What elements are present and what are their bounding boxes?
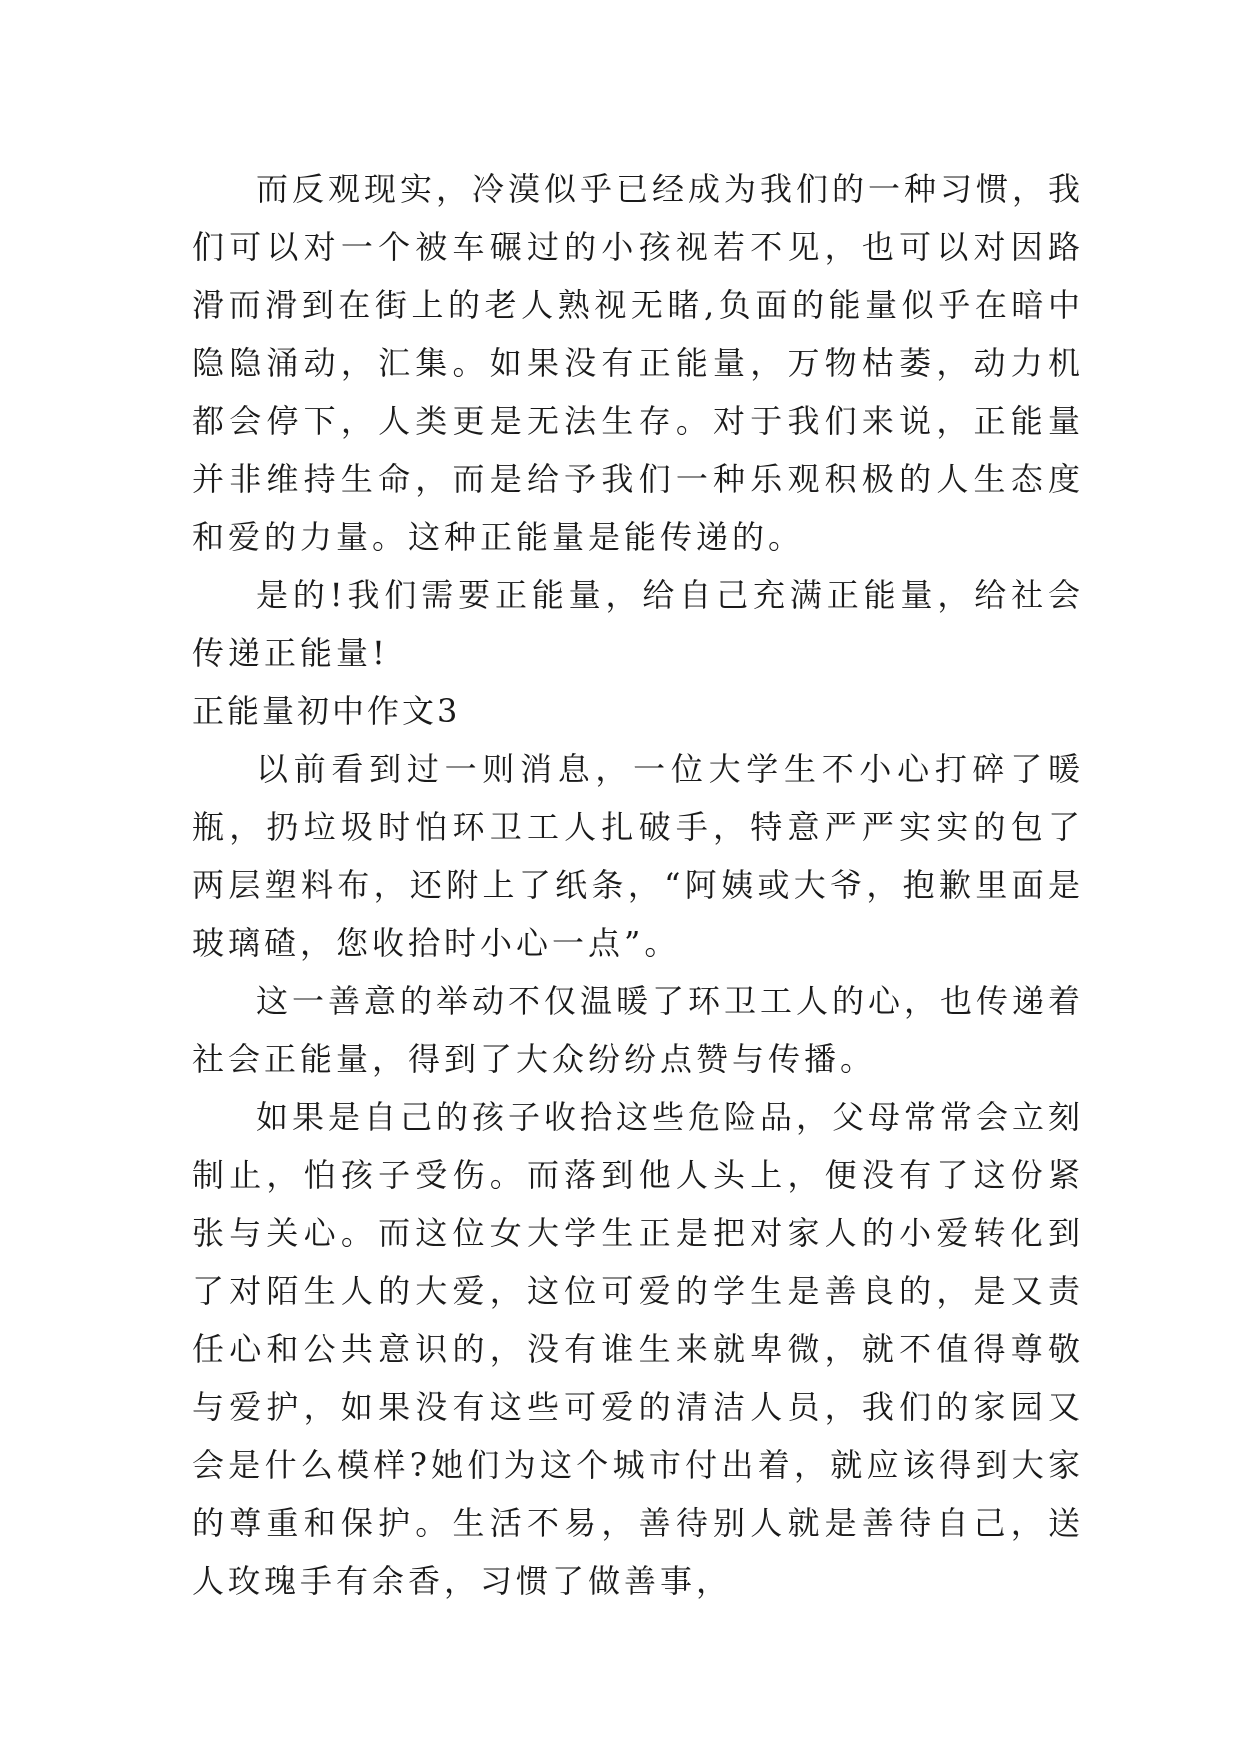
paragraph-reflection: 如果是自己的孩子收拾这些危险品，父母常常会立刻制止，怕孩子受伤。而落到他人头上，便没有了这份紧张与关心。而这位女大学生正是把对家人的小爱转化到了对陌生人的大爱，这位可爱的学生是善良的，是又责任心和公共意识的，没有谁生来就卑微，就不值得尊敬与爱护，如果没有这些可爱的清洁人员，我们的家园又会是什么模样?她们为这个城市付出着，就应该得到大家的尊重和保护。生活不易，善待别人就是善待自己，送人玫瑰手有余香，习惯了做善事， bbox=[192, 1098, 1085, 1600]
paragraph-cold-reality: 而反观现实，冷漠似乎已经成为我们的一种习惯，我们可以对一个被车碾过的小孩视若不见，也可以对因路滑而滑到在街上的老人熟视无睹,负面的能量似乎在暗中隐隐涌动，汇集。如果没有正能量，万物枯萎，动力机都会停下，人类更是无法生存。对于我们来说，正能量并非维持生命，而是给予我们一种乐观积极的人生态度和爱的力量。这种正能量是能传递的。 bbox=[192, 170, 1085, 556]
document-body bbox=[192, 160, 1084, 1610]
paragraph-student-news: 以前看到过一则消息，一位大学生不小心打碎了暖瓶，扔垃圾时怕环卫工人扎破手，特意严严实实的包了两层塑料布，还附上了纸条，“阿姨或大爷，抱歉里面是玻璃碴，您收拾时小心一点”。 bbox=[192, 750, 1084, 962]
paragraph-need-positive-energy: 是的!我们需要正能量，给自己充满正能量，给社会传递正能量! bbox=[192, 576, 1084, 672]
essay-heading: 正能量初中作文3 bbox=[192, 692, 461, 730]
paragraph-kind-act: 这一善意的举动不仅温暖了环卫工人的心，也传递着社会正能量，得到了大众纷纷点赞与传播。 bbox=[192, 982, 1085, 1078]
